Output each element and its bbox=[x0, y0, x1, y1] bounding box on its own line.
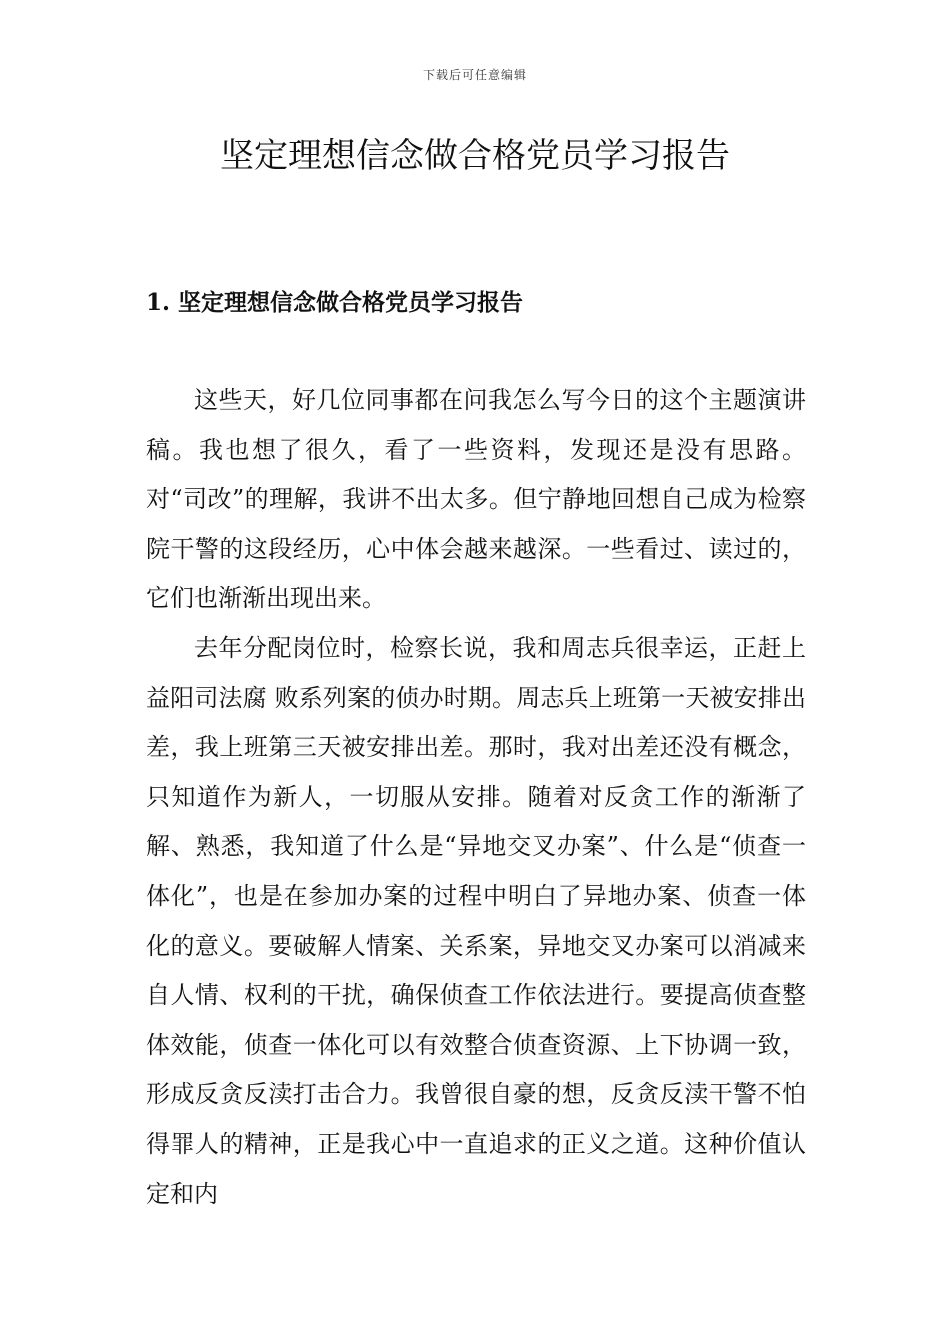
body-paragraph: 这些天，好几位同事都在问我怎么写今日的这个主题演讲稿。我也想了很久，看了一些资料，发现还是没有思路。对“司改”的理解，我讲不出太多。但宁静地回想自己成为检察院干警的这段经历，心中体会越来越深。一些看过、读过的，它们也渐渐出现出来。 bbox=[146, 386, 806, 613]
document-title: 坚定理想信念做合格党员学习报告 bbox=[220, 136, 730, 176]
header-note: 下载后可任意编辑 bbox=[422, 68, 527, 82]
section-heading: 1. 坚定理想信念做合格党员学习报告 bbox=[146, 289, 524, 316]
document-body bbox=[146, 376, 806, 1219]
body-paragraph: 去年分配岗位时，检察长说，我和周志兵很幸运，正赶上益阳司法腐 败系列案的侦办时期。周志兵上班第一天被安排出差，我上班第三天被安排出差。那时，我对出差还没有概念，只知道作为新人，一切服从安排。随着对反贪工作的渐渐了解、熟悉，我知道了什么是“异地交叉办案”、什么是“侦查一体化”，也是在参加办案的过程中明白了异地办案、侦查一体化的意义。要破解人情案、关系案，异地交叉办案可以消减来自人情、权利的干扰，确保侦查工作依法进行。要提高侦查整体效能，侦查一体化可以有效整合侦查资源、上下协调一致，形成反贪反渎打击合力。我曾很自豪的想，反贪反渎干警不怕得罪人的精神，正是我心中一直追求的正义之道。这种价值认定和内 bbox=[146, 633, 806, 1208]
